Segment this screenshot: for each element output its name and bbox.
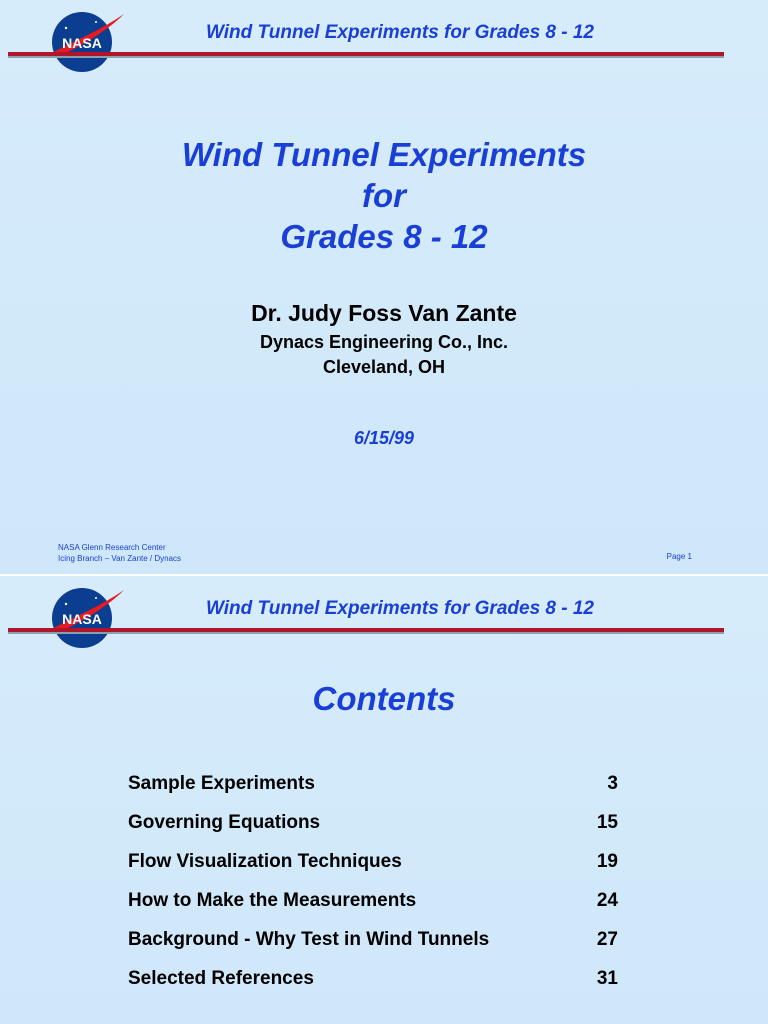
title-line: for — [362, 177, 406, 214]
location: Cleveland, OH — [322, 357, 446, 377]
title-line: Wind Tunnel Experiments — [181, 136, 587, 173]
date: 6/15/99 — [353, 428, 415, 448]
footer-line: Icing Branch – Van Zante / Dynacs — [58, 554, 182, 563]
header-rule — [8, 52, 724, 58]
toc-page: 27 — [596, 928, 618, 950]
toc-label: Sample Experiments — [128, 772, 315, 794]
toc-label: Background - Why Test in Wind Tunnels — [128, 928, 490, 950]
footer-line: NASA Glenn Research Center — [58, 543, 166, 552]
toc-row — [128, 764, 618, 803]
contents-title: Contents — [312, 680, 456, 717]
logo-text: NASA — [62, 611, 102, 627]
toc-row — [128, 881, 618, 920]
slide-title — [0, 134, 768, 257]
header-rule — [8, 628, 724, 634]
toc-row — [128, 959, 618, 998]
footer-credit — [58, 542, 181, 564]
header-title: Wind Tunnel Experiments for Grades 8 - 12 — [205, 598, 594, 619]
company-name: Dynacs Engineering Co., Inc. — [259, 332, 509, 352]
toc-row — [128, 803, 618, 842]
toc-page: 19 — [596, 850, 618, 872]
contents-slide — [0, 576, 768, 1024]
toc-page: 31 — [596, 967, 618, 989]
page-number: Page 1 — [666, 552, 692, 561]
nasa-logo — [46, 586, 126, 650]
toc-label: Governing Equations — [128, 811, 321, 833]
toc-page: 3 — [607, 772, 618, 794]
toc-label: Flow Visualization Techniques — [128, 850, 402, 872]
logo-text: NASA — [62, 35, 102, 51]
toc-label: How to Make the Measurements — [128, 889, 417, 911]
author-name: Dr. Judy Foss Van Zante — [251, 300, 517, 326]
title-line: Grades 8 - 12 — [280, 218, 488, 255]
table-of-contents — [128, 764, 618, 998]
header-title: Wind Tunnel Experiments for Grades 8 - 12 — [205, 22, 594, 43]
toc-label: Selected References — [128, 967, 314, 989]
toc-page: 15 — [596, 811, 618, 833]
nasa-logo — [46, 10, 126, 74]
toc-row — [128, 920, 618, 959]
toc-row — [128, 842, 618, 881]
toc-page: 24 — [596, 889, 618, 911]
